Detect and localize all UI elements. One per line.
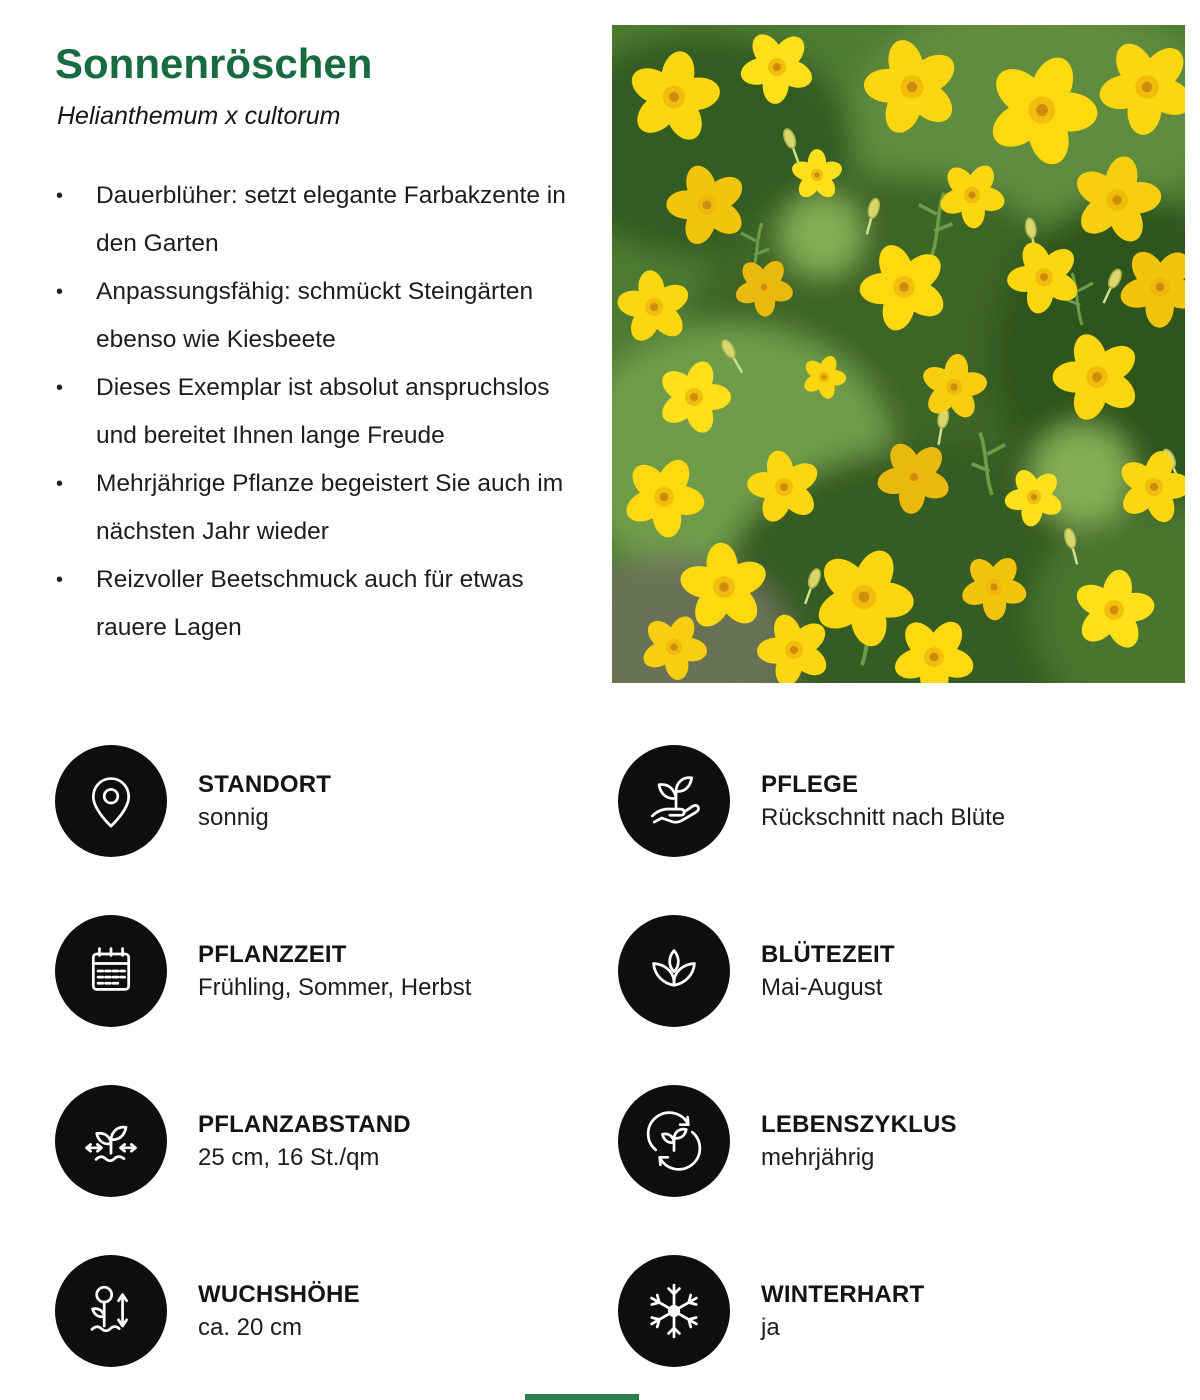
info-value: 25 cm, 16 St./qm [198,1143,380,1171]
info-value: ca. 20 cm [198,1313,303,1341]
info-value: mehrjährig [761,1143,875,1171]
info-label: WINTERHART [761,1280,925,1308]
bullet-dot: • [56,281,64,303]
info-value: Frühling, Sommer, Herbst [198,973,472,1001]
feature-text: Anpassungsfähig: schmückt Steingärten ebenso wie Kiesbeete [96,278,534,353]
snowflake-icon [618,1255,730,1367]
footer-accent-bar [525,1394,639,1400]
bullet-dot: • [56,569,64,591]
plant-spacing-icon [55,1085,167,1197]
info-value: ja [761,1313,780,1341]
info-item-standort [55,745,618,857]
info-label: PFLANZZEIT [198,940,347,968]
info-item-wuchshoehe [55,1255,618,1367]
feature-text: Mehrjährige Pflanze begeistert Sie auch im nächsten Jahr wieder [96,470,564,545]
botanical-name: Helianthemum x cultorum [57,102,341,130]
info-item-winterhart [618,1255,1185,1367]
info-value: Mai-August [761,973,883,1001]
info-item-bluetezeit [618,915,1185,1027]
list-item [50,268,595,364]
feature-text: Reizvoller Beetschmuck auch für etwas rauere Lagen [96,566,524,641]
calendar-icon [55,915,167,1027]
info-item-pflanzzeit [55,915,618,1027]
info-label: STANDORT [198,770,332,798]
bullet-dot: • [56,377,64,399]
bullet-dot: • [56,473,64,495]
plant-cycle-icon [618,1085,730,1197]
list-item [50,460,595,556]
flower-photo-illustration [612,25,1185,683]
page-title: Sonnenröschen [55,40,373,87]
plant-photo [612,25,1185,683]
info-item-lebenszyklus [618,1085,1185,1197]
bullet-dot: • [56,185,64,207]
list-item [50,364,595,460]
info-label: PFLEGE [761,770,859,798]
flower-icon [618,915,730,1027]
feature-list [50,172,595,652]
info-item-pflege [618,745,1185,857]
info-label: BLÜTEZEIT [761,940,895,968]
info-label: PFLANZABSTAND [198,1110,411,1138]
list-item [50,556,595,652]
info-label: LEBENSZYKLUS [761,1110,957,1138]
list-item [50,172,595,268]
info-label: WUCHSHÖHE [198,1280,360,1308]
info-value: sonnig [198,803,269,831]
info-value: Rückschnitt nach Blüte [761,803,1006,831]
attributes-grid [55,745,1185,1367]
hand-plant-icon [618,745,730,857]
info-item-pflanzabstand [55,1085,618,1197]
feature-text: Dauerblüher: setzt elegante Farbakzente in den Garten [96,182,566,257]
plant-height-icon [55,1255,167,1367]
feature-text: Dieses Exemplar ist absolut anspruchslos und bereitet Ihnen lange Freude [96,374,550,449]
location-pin-icon [55,745,167,857]
